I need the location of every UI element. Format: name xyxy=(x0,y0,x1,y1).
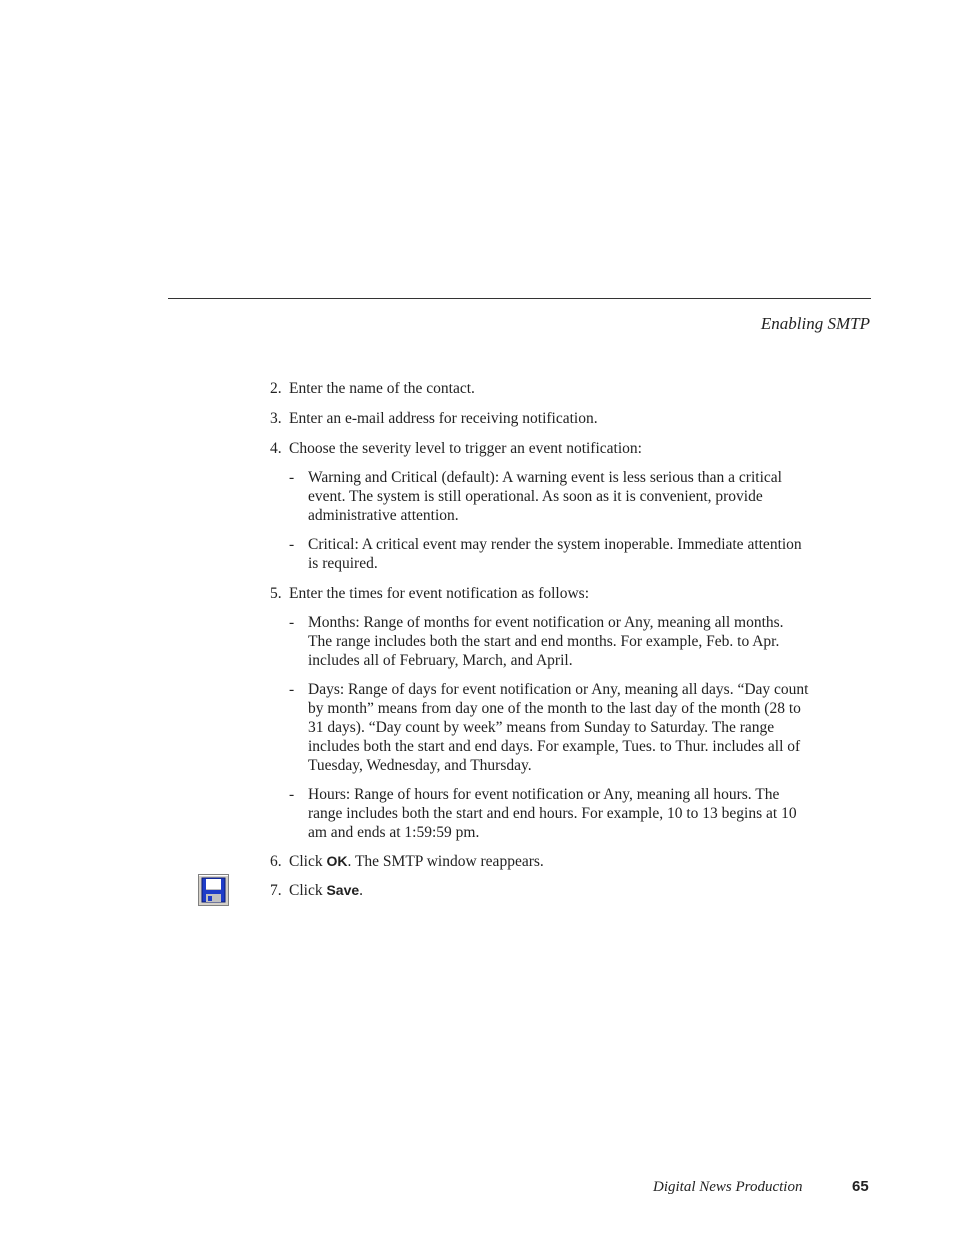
step-text: Enter the name of the contact. xyxy=(289,380,475,397)
bullet-text: Warning and Critical (default): A warning event is less serious than a critical event. The system is still operational. As soon as it is convenient, provide administrative attention. xyxy=(308,469,782,524)
severity-bullet xyxy=(289,535,809,573)
list-item xyxy=(270,379,475,398)
step-number: 5. xyxy=(270,585,282,602)
time-bullet xyxy=(289,680,809,775)
bullet-text: Days: Range of days for event notification or Any, meaning all days. “Day count by month” means from day one of the month to the last day of the month (28 to 31 days). “Day count by week” means from Sunday to Saturday. The range includes both the start and end days. For example, Tues. to Thur. includes all of Tuesday, Wednesday, and Thursday. xyxy=(308,681,809,774)
page-number: 65 xyxy=(852,1178,869,1195)
bullet-text: Months: Range of months for event notification or Any, meaning all months. The range includes both the start and end months. For example, Feb. to Apr. includes all of February, March, and April. xyxy=(308,614,784,669)
list-item xyxy=(270,409,598,428)
step-number: 4. xyxy=(270,440,282,457)
step-text-post: . The SMTP window reappears. xyxy=(347,853,544,870)
header-rule xyxy=(168,298,871,299)
step-text: Enter the times for event notification as follows: xyxy=(289,585,590,602)
time-bullet xyxy=(289,785,809,842)
step-text-pre: Click xyxy=(289,853,327,870)
time-bullet xyxy=(289,613,809,670)
step-text: Enter an e-mail address for receiving notification. xyxy=(289,410,598,427)
bullet-dash: - xyxy=(289,786,295,803)
step-number: 7. xyxy=(270,882,282,899)
save-button-label: Save xyxy=(326,882,360,898)
list-item xyxy=(270,881,363,900)
step-text-post: . xyxy=(359,882,364,899)
severity-bullet xyxy=(289,468,809,525)
bullet-text: Hours: Range of hours for event notification or Any, meaning all hours. The range includes both the start and end hours. For example, 10 to 13 begins at 10 am and ends at 1:59:59 pm. xyxy=(308,786,797,841)
step-text: Choose the severity level to trigger an event notification: xyxy=(289,440,642,457)
bullet-dash: - xyxy=(289,469,295,486)
list-item xyxy=(270,584,589,603)
footer-doc-title: Digital News Production xyxy=(653,1179,803,1195)
bullet-dash: - xyxy=(289,614,295,631)
section-title: Enabling SMTP xyxy=(760,314,870,333)
step-number: 3. xyxy=(270,410,282,427)
list-item xyxy=(270,852,544,871)
ok-button-label: OK xyxy=(326,853,348,869)
bullet-dash: - xyxy=(289,681,295,698)
save-floppy-icon xyxy=(198,874,229,906)
step-number: 2. xyxy=(270,380,282,397)
step-text-pre: Click xyxy=(289,882,327,899)
step-number: 6. xyxy=(270,853,282,870)
list-item xyxy=(270,439,642,458)
bullet-dash: - xyxy=(289,536,295,553)
bullet-text: Critical: A critical event may render the system inoperable. Immediate attention is required. xyxy=(308,536,802,572)
